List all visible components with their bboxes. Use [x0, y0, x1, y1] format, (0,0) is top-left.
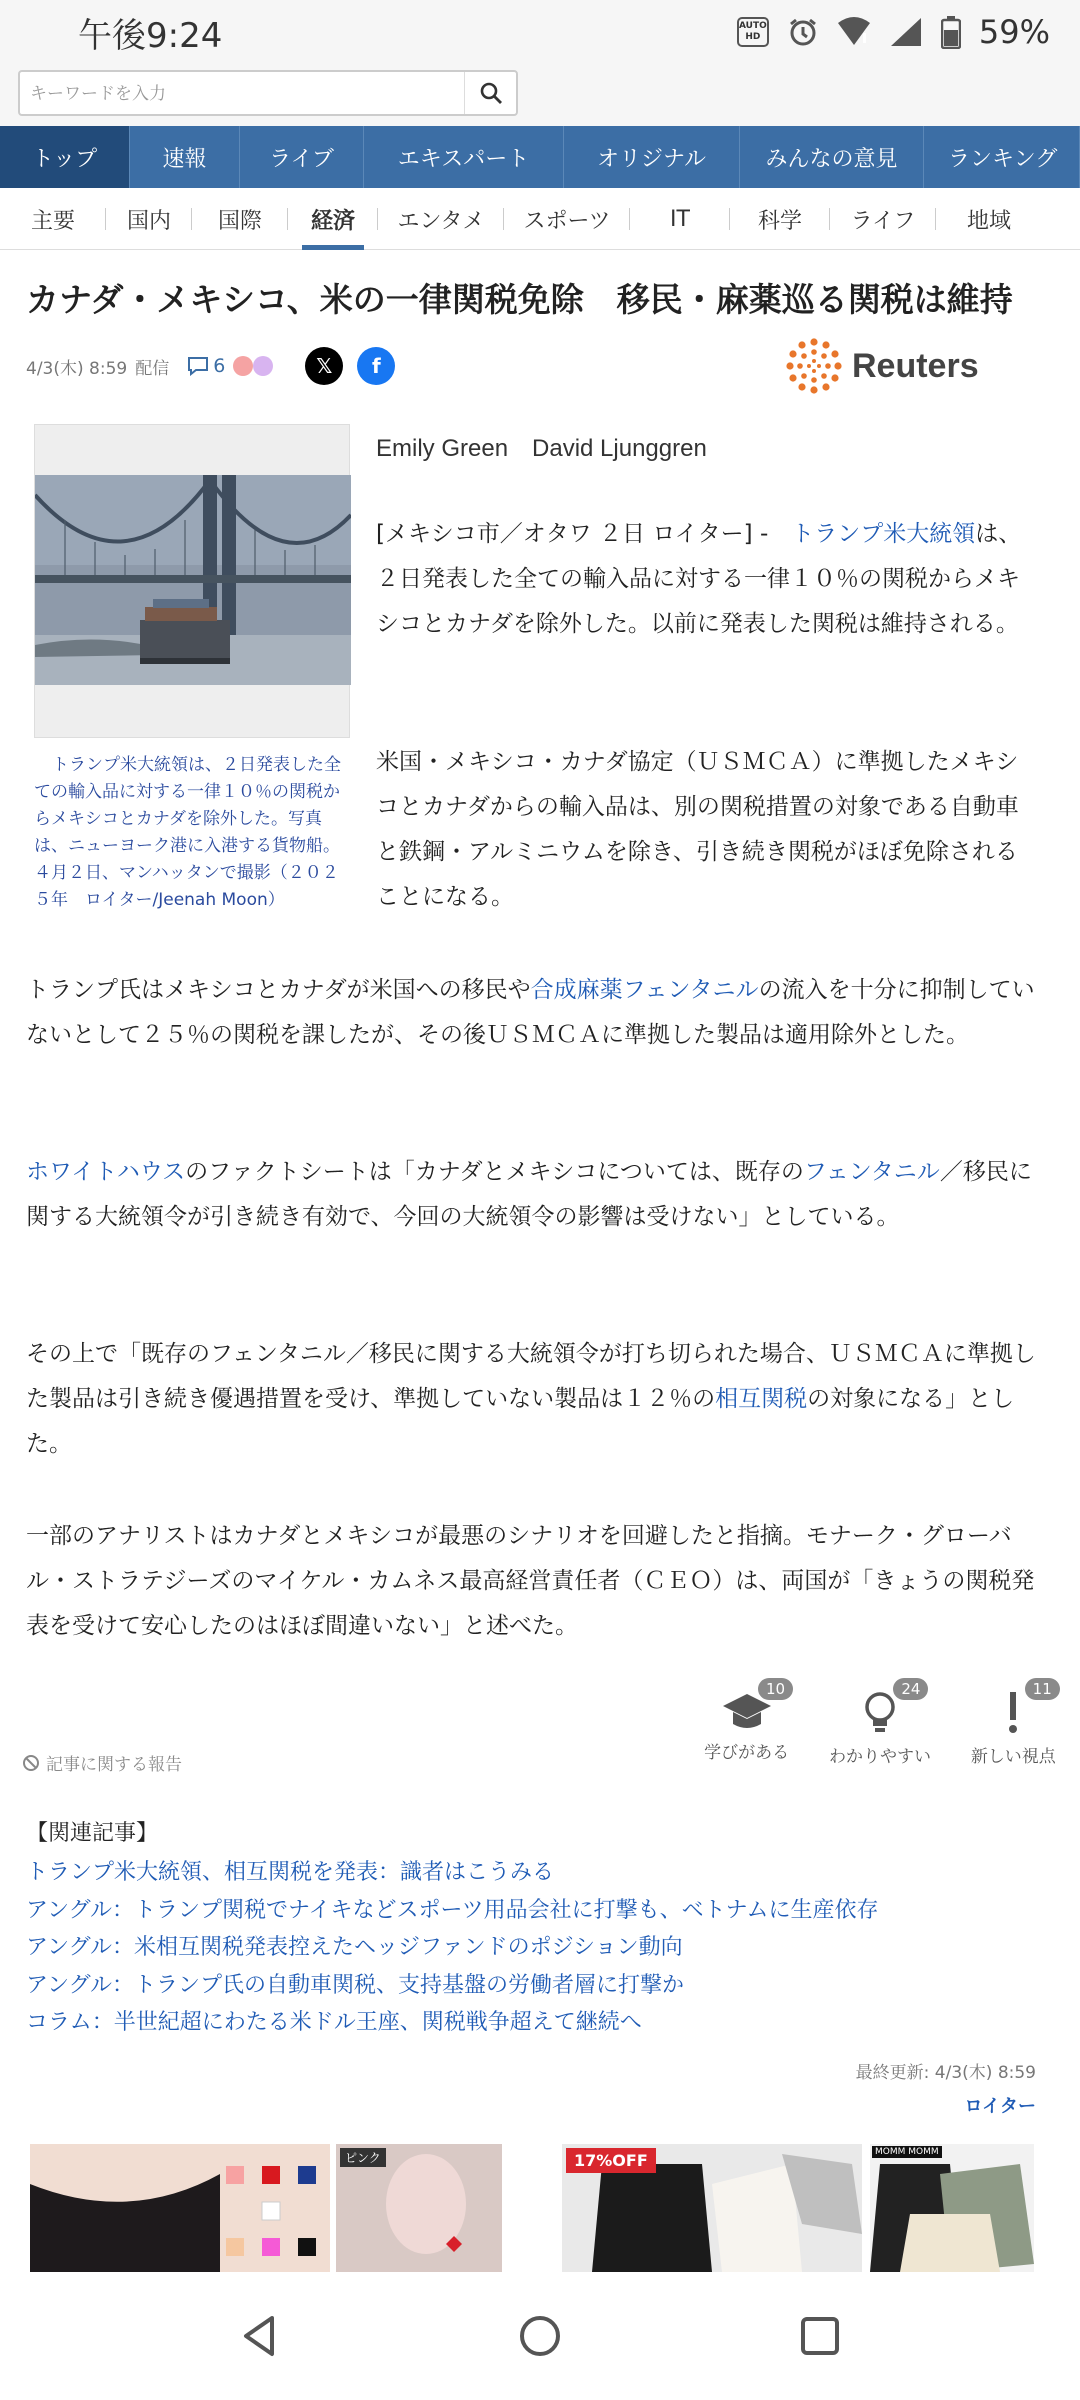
- nav-item-live[interactable]: ライブ: [240, 126, 364, 188]
- nav-item-top[interactable]: トップ: [0, 126, 130, 188]
- lightbulb-icon: [859, 1690, 901, 1736]
- reaction-label: 新しい視点: [970, 1747, 1056, 1767]
- photo-caption: トランプ米大統領は、２日発表した全ての輸入品に対する一律１０％の関税からメキシコとカナダを除外した。写真は、ニューヨーク港に入港する貨物船。４月２日、マンハッタンで撮影（２０２５年 ロイター/Jeenah Moon）: [34, 755, 341, 910]
- reaction-count: 10: [758, 1678, 793, 1700]
- tab-international[interactable]: 国際: [192, 188, 288, 250]
- comments-link[interactable]: [187, 355, 225, 377]
- tab-it[interactable]: IT: [630, 188, 730, 250]
- battery-percent: 59%: [978, 13, 1050, 51]
- home-icon[interactable]: [518, 2314, 562, 2358]
- source-link[interactable]: ロイター: [964, 2096, 1036, 2117]
- related-link[interactable]: トランプ米大統領、相互関税を発表：識者はこうみる: [26, 1860, 555, 1885]
- article-paragraph-4: ホワイトハウスのファクトシートは「カナダとメキシコについては、既存のフェンタニル／移民に関する大統領令が引き続き有効で、今回の大統領令の影響は受けない」としている。: [26, 1159, 1032, 1230]
- emoji-reaction-icon: [253, 356, 273, 376]
- related-link[interactable]: アングル：米相互関税発表控えたヘッジファンドのポジション動向: [26, 1935, 683, 1960]
- article-date: 4/3(木) 8:59: [26, 358, 128, 379]
- reaction-perspective-button[interactable]: [947, 1680, 1080, 1780]
- reaction-count: 11: [1025, 1678, 1060, 1700]
- tab-economy[interactable]: 経済: [288, 188, 378, 250]
- ad-strip: [0, 2144, 1080, 2272]
- comment-icon: [187, 356, 209, 376]
- article-paragraph-3: トランプ氏はメキシコとカナダが米国への移民や合成麻薬フェンタニルの流入を十分に抑制していないとして２５％の関税を課したが、その後ＵＳＭＣＡに準拠した製品は適用除外とした。: [26, 977, 1035, 1048]
- prohibited-icon: [22, 1754, 40, 1772]
- tab-domestic[interactable]: 国内: [106, 188, 192, 250]
- status-time: 午後9:24: [78, 15, 223, 56]
- related-title: 【関連記事】: [26, 1821, 159, 1846]
- last-updated: 最終更新: 4/3(木) 8:59: [855, 2063, 1036, 2083]
- search-input[interactable]: [30, 80, 470, 108]
- system-nav-bar: [0, 2272, 1080, 2400]
- article-photo[interactable]: [34, 424, 350, 738]
- reuters-logo-icon: [786, 338, 842, 394]
- reaction-clear-button[interactable]: [813, 1680, 946, 1780]
- tab-region[interactable]: 地域: [966, 208, 1011, 234]
- article-title: カナダ・メキシコ、米の一律関税免除 移民・麻薬巡る関税は維持: [26, 280, 1013, 319]
- discount-badge: 17%OFF: [566, 2148, 656, 2173]
- related-link[interactable]: コラム：半世紀超にわたる米ドル王座、関税戦争超えて継続へ: [26, 2010, 642, 2035]
- ad-pajama[interactable]: [562, 2144, 862, 2272]
- wifi-icon: [837, 17, 871, 47]
- tab-entertainment[interactable]: エンタメ: [378, 188, 504, 250]
- reaction-count: 24: [893, 1678, 928, 1700]
- nav-item-original[interactable]: オリジナル: [564, 126, 740, 188]
- publisher-logo[interactable]: [786, 338, 979, 394]
- search-button[interactable]: [464, 72, 516, 114]
- signal-icon: [889, 16, 923, 48]
- reaction-label: わかりやすい: [828, 1747, 931, 1767]
- exclamation-icon: [1003, 1690, 1023, 1736]
- related-link[interactable]: アングル：トランプ氏の自動車関税、支持基盤の労働者層に打撃か: [26, 1972, 685, 1998]
- article-meta: [26, 346, 395, 386]
- tab-life[interactable]: ライフ: [830, 188, 936, 250]
- report-link[interactable]: [22, 1750, 182, 1775]
- ad-lingerie-image: [30, 2144, 330, 2272]
- delivery-label: 配信: [135, 358, 170, 379]
- related-link[interactable]: アングル：トランプ関税でナイキなどスポーツ用品会社に打撃も、ベトナムに生産依存: [26, 1897, 879, 1923]
- article-paragraph-1: [メキシコ市／オタワ ２日 ロイター] - トランプ米大統領は、２日発表した全ての輸入品に対する一律１０％の関税からメキシコとカナダを除外した。以前に発表した関税は維持される。: [376, 521, 1022, 637]
- back-icon[interactable]: [238, 2314, 282, 2358]
- report-label: 記事に関する報告: [46, 1755, 182, 1775]
- alarm-icon: [787, 16, 819, 48]
- bridge-photo: [35, 425, 351, 739]
- tab-sports[interactable]: スポーツ: [504, 188, 630, 250]
- search-box: [18, 70, 518, 116]
- nav-item-expert[interactable]: エキスパート: [364, 126, 564, 188]
- facebook-share-icon[interactable]: f: [357, 347, 395, 385]
- tab-science[interactable]: 科学: [730, 188, 830, 250]
- x-share-icon[interactable]: 𝕏: [305, 347, 343, 385]
- status-bar: [0, 0, 1080, 64]
- emoji-reaction-icon: [233, 356, 253, 376]
- comment-count: 6: [213, 355, 226, 377]
- nav-item-ranking[interactable]: ランキング: [924, 126, 1080, 188]
- fentanyl-link[interactable]: 合成麻薬フェンタニル: [530, 977, 759, 1003]
- ad-dress[interactable]: [336, 2144, 502, 2272]
- publisher-name: Reuters: [852, 346, 979, 385]
- ad-jacket[interactable]: [870, 2144, 1034, 2272]
- ad-lingerie[interactable]: [30, 2144, 330, 2272]
- article-paragraph-6: 一部のアナリストはカナダとメキシコが最悪のシナリオを回避したと指摘。モナーク・グローバル・ストラテジーズのマイケル・カムネス最高経営責任者（ＣＥＯ）は、両国が「きょうの関税発表を受けて安心したのはほぼ間違いない」と述べた。: [26, 1523, 1035, 1639]
- status-icons: [737, 13, 1050, 51]
- related-list: [26, 1854, 879, 2042]
- reaction-label: 学びがある: [704, 1743, 790, 1763]
- ad-pink-label: ピンク: [340, 2148, 386, 2167]
- ad-brand-label: MOMM MOMM: [872, 2146, 942, 2158]
- byline: Emily Green David Ljunggren: [376, 435, 707, 462]
- nav-item-opinions[interactable]: みんなの意見: [740, 126, 924, 188]
- recents-icon[interactable]: [798, 2314, 842, 2358]
- nav-item-breaking[interactable]: 速報: [130, 126, 240, 188]
- fentanyl-link-2[interactable]: フェンタニル: [803, 1159, 940, 1185]
- search-icon: [479, 81, 503, 105]
- category-nav: [0, 188, 1080, 250]
- main-nav: [0, 126, 1080, 188]
- search-row: [0, 64, 1080, 126]
- trump-link[interactable]: トランプ米大統領: [791, 521, 976, 547]
- ad-jacket-image: [870, 2144, 1034, 2272]
- auto-hd-icon: AUTO HD: [737, 17, 769, 47]
- tab-main[interactable]: 主要: [0, 188, 106, 250]
- article-paragraph-5: その上で「既存のフェンタニル／移民に関する大統領令が打ち切られた場合、ＵＳＭＣＡに準拠した製品は引き続き優遇措置を受け、準拠していない製品は１２％の相互関税の対象になる」とした。: [26, 1341, 1036, 1457]
- battery-icon: [941, 15, 961, 49]
- article-paragraph-2: 米国・メキシコ・カナダ協定（ＵＳＭＣＡ）に準拠したメキシコとカナダからの輸入品は、別の関税措置の対象である自動車と鉄鋼・アルミニウムを除き、引き続き関税がほぼ免除されることになる。: [376, 749, 1019, 910]
- white-house-link[interactable]: ホワイトハウス: [26, 1159, 186, 1185]
- reaction-buttons: [680, 1680, 1080, 1780]
- reaction-learned-button[interactable]: [680, 1680, 813, 1780]
- reciprocal-tariff-link[interactable]: 相互関税: [715, 1386, 808, 1412]
